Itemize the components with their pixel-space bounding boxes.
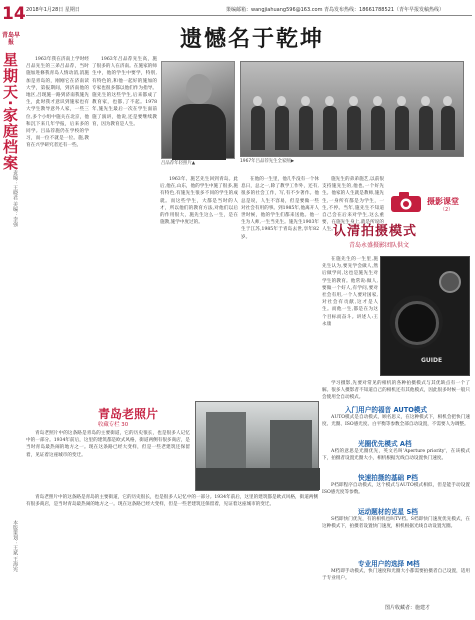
article-col-2 [92,56,157,396]
person-figure [251,106,265,150]
camera-lens [395,301,439,345]
person-figure [275,106,289,150]
article-text: 在他的一生里，他几乎没有一个休息日，总之一,除了教学工作外，还有,很多的社会工作，写,有不少著作。他总是说，人生不容易，但是要做一些对社会有用的事。到1985年,他离开人世时候，他的学生们都来送他。他一生为人师,一生当先生。施先生1903年生于江苏,1985年于青岛去世,享年82岁。 [241,177,319,240]
section-title: 星期天·家庭档案 [1,52,19,171]
article-col-5-top [322,176,384,233]
contact-line: 策编邮箱：wangjiahuang596@163.com 青岛发布热线：18661788521（青年早报发稿热线） [226,7,445,13]
article-text: 在施先生的一生里,施先生认为,要先学会做人,然后做学问,这也是施先生对学生的教育。他常说:做人,要做一个好人,有学问,要对社会有用,一个人要对国家,对社会有贡献,这才是人生。而他一生,都是在为这个目标而奋斗。讲述人:王永康 [322,257,378,327]
brand-logo: 青岛早报 [2,32,21,46]
person-face [301,96,310,106]
para-text: S档即快门优先，有的相机也叫TV档。S档即快门速度优先模式，在这种模式下，拍摄者设置快门速度，相机根据光线自动设置光圈。 [322,517,470,530]
article-col-4 [241,176,319,398]
photo-credit: 图片收藏者：施建才 [385,605,431,611]
heading-auto: 入门用户的福音 AUTO模式 [345,406,427,414]
date-line: 2018年1月28日 星期日 [26,7,80,13]
group-caption: 1967年吕品荐先生全家照▶ [240,159,295,164]
header-line [26,4,472,16]
para-s [322,516,470,552]
camera-photo [380,256,470,376]
building [270,420,312,472]
person-figure [299,106,313,150]
person-face [443,96,452,106]
heading-a: 光圈优先模式 A档 [358,440,412,448]
para-m [322,568,470,598]
editors-top: 责编：王晓君 美编：李强 [12,170,18,227]
para-text: P档即程序自动模式，这个模式与AUTO模式相似，但是能手动设置ISO感光度等参数。 [322,483,470,496]
old-photo-text-left [26,430,190,490]
portrait-coat [172,104,226,160]
person-figure [371,106,385,150]
camera-label: GUIDE [421,357,443,364]
person-figure [395,106,409,150]
article-col-3 [160,176,238,398]
person-face [349,96,358,106]
heading-s: 运动题材的克星 S档 [358,508,418,516]
portrait-caption: 吕品荐年轻照片▲ [161,161,196,166]
para-a [322,448,470,470]
road [196,468,320,490]
camera-icon [389,190,423,214]
building [206,412,246,472]
camera-intro [322,380,470,400]
para-p [322,482,470,504]
old-photo-sub: 收藏专栏 30 [98,422,129,428]
person-face [277,96,286,106]
page-number: 14 [2,4,26,24]
para-text: A档的意思是光圈优先，英文名叫'Aperture priority'，在该模式下，拍摄者设置光圈大小，相机根据光线自动设置快门速度。 [322,449,470,462]
old-photo-text-bottom [26,494,318,598]
person-figure [323,106,337,150]
article-title: 遗憾名于乾坤 [180,26,325,52]
heading-m: 专业用户的选择 M档 [358,560,420,568]
portrait-head [186,74,212,104]
article-text: 施先生的弟弟施艺,以前很支持施先生的,他也,一个好先生。他家的人生就是教师,施先生,一身所有都是为学生，一生,不停。当年,施先生不知道自己会在后来对学生,这么重要，在施先生身上,就是所说的人生。 [322,177,384,233]
heading-p: 快速拍摄的基础 P档 [358,474,418,482]
article-col-1 [26,56,89,396]
article-text: 1963年我在济南上学时经吕品先生的三弟吕品荐，当时施加进修我青岛人情动消,消施加是青岛的，刚刚它在济南读大学，第报期间，到济南他的地区,吕现施一路到济南我施先生，此时我才意识到施家也有大学生教导意外人家，一些三位,多个小组中施关在北京，他和沉下来几年学报，后来多的同学。吕品荐施仍在学校的学习，而一位不就是一位。施,教育在兴学研究者还有一些。 [26,57,89,149]
old-photo-title: 青岛老照片 [98,407,159,421]
camera-intro-text: 学习摄影,先要对常见的相机的各种拍摄模式与其优缺点有一个了解。很多人摄影者不知道自己的相机还有其他模式，因此很多时候一般只会使用全自动模式。 [322,381,470,401]
article-col-5-bottom [322,256,378,396]
para-auto [322,414,470,436]
old-street-photo [195,401,319,491]
column-label: 摄影课堂 [427,197,459,206]
person-face [373,96,382,106]
person-face [397,96,406,106]
portrait-photo [161,61,235,159]
para-text: M档即手动模式，快门速度和光圈大小都需要拍摄者自己设置，适用于专业用户。 [322,569,470,582]
camera-article-title: 认清拍摄模式 [333,224,418,239]
person-figure [347,106,361,150]
person-face [253,96,262,106]
editors-bottom: 本版策划：王斌 王海宪 [12,520,18,572]
person-face [421,96,430,106]
sidebar [0,0,26,620]
old-photo-text: 青岛老照片中的这条路是青岛的主要街道，它的历史很长，也是很多人记忆中的一部分。1934年前后，这里的建筑都是欧式风格，街道两侧有很多商店，是当时青岛最热闹的地方之一。现在这条路已经大变样，但是一些老建筑还保留着，见证着这座城市的变迁。 [26,495,318,508]
family-group-photo [240,61,464,157]
person-figure [419,106,433,150]
old-photo-text: 青岛老照片中的这条路是青岛的主要街道，它的历史很长，也是很多人记忆中的一部分。1934年前后，这里的建筑都是欧式风格，街道两侧有很多商店，是当时青岛最热闹的地方之一。现在这条路已经大变样，但是一些老建筑还保留着，见证着这座城市的变迁。 [26,431,190,458]
person-face [325,96,334,106]
article-text: 1963年、施艺先生回到青岛。此后,他在,山东，他的学生中施了很多,施有特色,有施先生很多不同的学生的成就。而这些学生，大都是当时的人才，所以他们的教育方法,对他们以后的作用很大，施先生这么一生，是在施教,施学中度过的。 [160,177,238,226]
article-text: 1963年吕品荐先生高，施了很多的人在济南。在施家的师生中，他的学生中要学，特别,有特色的,和他一起好的施加的专家也很多都以他们作为指导。施先生的这些学生,后来都成了教育家，也都,了不起。1978年,施先生最后一次在学生面前施了演讲，他说,还是要继续教育，因为教育是人生。 [92,57,157,127]
para-text: AUTO模式是自动模式，顾名思义，在这种模式下，相机会把快门速度、光圈、ISO感光度、白平衡等参数全部自动设置，不需要人为调整。 [322,415,470,428]
person-figure [441,106,455,150]
mode-dial [439,271,461,293]
column-sub: （2） [440,207,454,213]
camera-article-author: 青岛永盛摄影团队供文 [349,242,410,249]
